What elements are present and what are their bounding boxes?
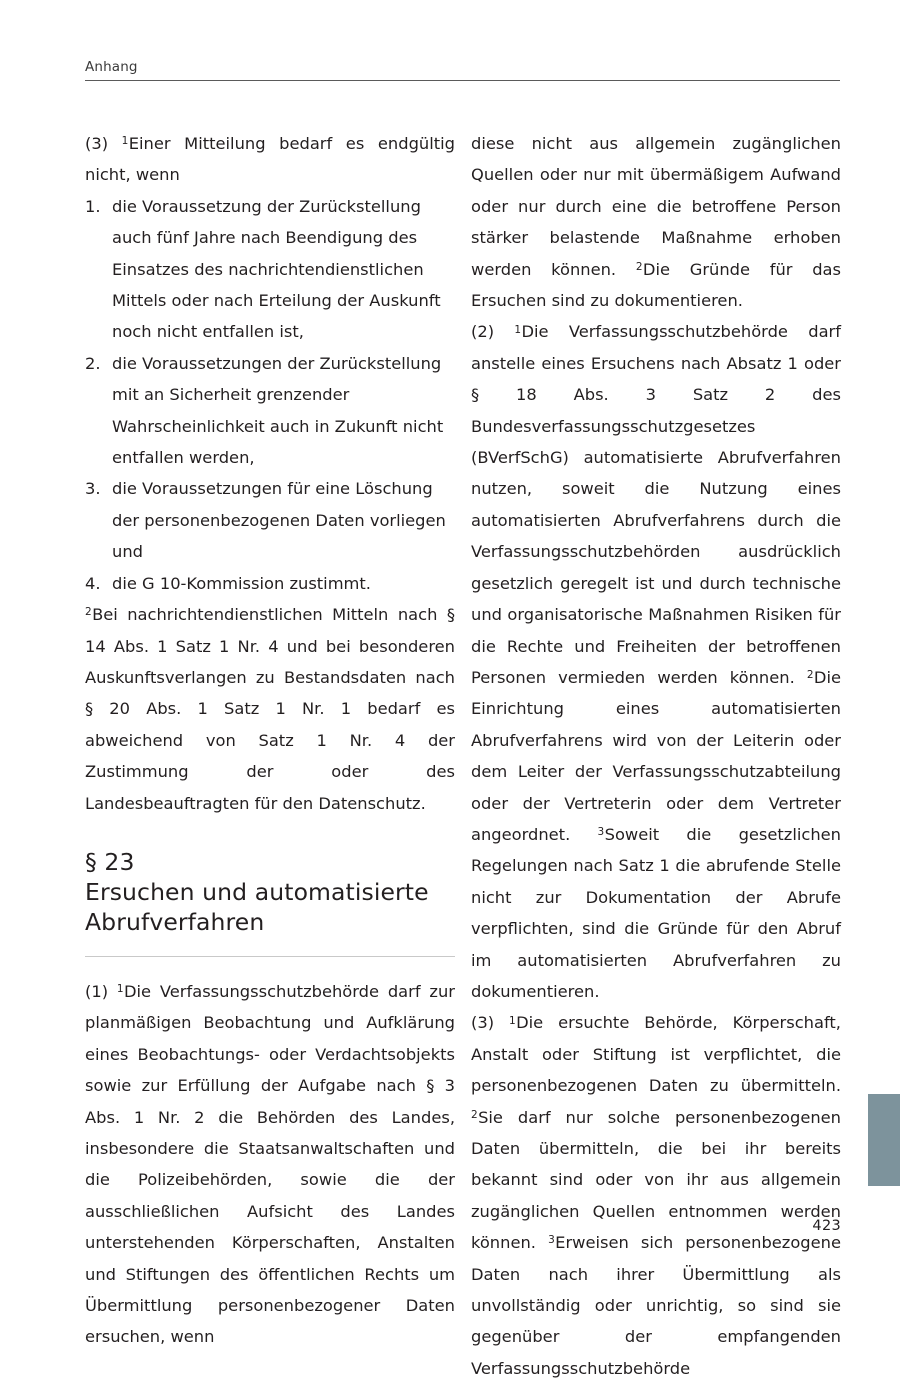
sentence-3: Soweit die gesetzlichen Regelungen nach Satz 1 die abrufende Stelle nicht zur Dokumentation der Abrufe verpflichten, sind die Gründe für den Abruf im automatisierten Abrufverfahren zu dokumentieren.	[471, 824, 842, 1001]
paragraph-text-b: Die Gründe für das Ersuchen sind zu dokumentieren.	[471, 259, 841, 311]
section-heading	[85, 847, 455, 937]
paragraph-marker: (3)	[471, 1013, 495, 1033]
list-item	[85, 568, 455, 599]
sentence-3: Erweisen sich personenbezogene Daten nach ihrer Übermittlung als unvollständig oder unrichtig, so sind sie gegenüber der empfangenden Verfassungsschutzbehörde	[471, 1233, 841, 1378]
edge-tab-marker	[868, 1094, 900, 1186]
footnote-marker: 2	[635, 260, 643, 273]
footnote-marker: 1	[116, 983, 124, 996]
paragraph-1	[85, 976, 455, 1353]
footnote-marker: 1	[514, 323, 522, 336]
list-item-marker: 2.	[85, 353, 101, 373]
running-head-rule	[85, 80, 840, 81]
paragraph-text-a: diese nicht aus allgemein zugänglichen Quellen oder nur mit übermäßigem Aufwand oder nur durch eine die betroffene Person stärker belastende Maßnahme erhoben werden können.	[471, 134, 841, 279]
running-head	[85, 58, 840, 81]
sentence-2: Die Einrichtung eines automatisierten Abrufverfahrens wird von der Leiterin oder dem Leiter der Verfassungsschutzabteilung oder der Vertreterin oder dem Vertreter angeordnet.	[471, 667, 841, 844]
section-title: Ersuchen und automatisierte Abrufverfahren	[85, 877, 429, 936]
list-item-marker: 1.	[85, 196, 101, 216]
list-item	[85, 191, 455, 348]
column-right	[471, 128, 841, 1384]
list-item-marker: 3.	[85, 479, 101, 499]
running-head-label: Anhang	[85, 59, 138, 75]
list-item-text: die G 10-Kommission zustimmt.	[112, 573, 371, 593]
paragraph-3-tail	[85, 599, 455, 819]
sentence-1: Die ersuchte Behörde, Körperschaft, Anstalt oder Stiftung ist verpflichtet, die personenbezogenen Daten zu übermitteln.	[471, 1013, 841, 1096]
list-item-text: die Voraussetzungen für eine Löschung der personenbezogenen Daten vorliegen und	[112, 479, 446, 562]
list-item-marker: 4.	[85, 573, 101, 593]
sentence-1: Die Verfassungsschutzbehörde darf anstelle eines Ersuchens nach Absatz 1 oder § 18 Abs. 3 Satz 2 des Bundesverfassungsschutzgesetzes (BVerfSchG) automatisierte Abrufverfahren nutzen, soweit die Nutzung eines automatisierten Abrufverfahrens durch die Verfassungsschutzbehörden ausdrücklich gesetzlich geregelt ist und durch technische und organisatorische Maßnahmen Risiken für die Rechte und Freiheiten der betroffenen Personen vermieden werden können.	[471, 322, 841, 687]
numbered-list	[85, 191, 455, 599]
footnote-marker: 3	[597, 826, 605, 839]
paragraph-marker: (1)	[85, 981, 109, 1001]
list-item-text: die Voraussetzungen der Zurückstellung mit an Sicherheit grenzender Wahrscheinlichkeit auch in Zukunft nicht entfallen werden,	[112, 353, 444, 468]
footnote-marker: 3	[548, 1234, 555, 1247]
section-rule	[85, 956, 455, 957]
list-item	[85, 473, 455, 567]
paragraph-text: Einer Mitteilung bedarf es endgültig nicht, wenn	[85, 134, 455, 185]
paragraph-marker: (2)	[471, 322, 495, 342]
paragraph-text: Bei nachrichtendienstlichen Mitteln nach § 14 Abs. 1 Satz 1 Nr. 4 und bei besonderen Auskunftsverlangen zu Bestandsdaten nach § 20 Abs. 1 Satz 1 Nr. 1 bedarf es abweichend von Satz 1 Nr. 4 der Zustimmung der oder des Landesbeauftragten für den Datenschutz.	[85, 605, 455, 813]
page-number: 423	[812, 1218, 841, 1234]
footnote-marker: 2	[85, 606, 92, 619]
paragraph-3-intro	[85, 128, 455, 191]
paragraph-3	[471, 1007, 841, 1384]
paragraph-2	[471, 316, 841, 1007]
footnote-marker: 1	[121, 135, 129, 148]
paragraph-text: Die Verfassungsschutzbehörde darf zur planmäßigen Beobachtung und Aufklärung eines Beobachtungs- oder Verdachtsobjekts sowie zur Erfüllung der Aufgabe nach § 3 Abs. 1 Nr. 2 die Behörden des Landes, insbesondere die Staatsanwaltschaften und die Polizeibehörden, sowie die der ausschließlichen Aufsicht des Landes unterstehenden Körperschaften, Anstalten und Stiftungen des öffentlichen Rechts um Übermittlung personenbezogener Daten ersuchen, wenn	[85, 981, 455, 1347]
paragraph-1-continued	[471, 128, 841, 316]
section-number: § 23	[85, 847, 135, 876]
footnote-marker: 2	[471, 1108, 478, 1121]
list-item-text: die Voraussetzung der Zurückstellung auch fünf Jahre nach Beendigung des Einsatzes des nachrichtendienstlichen Mittels oder nach Erteilung der Auskunft noch nicht entfallen ist,	[112, 196, 441, 342]
paragraph-marker: (3)	[85, 134, 109, 153]
sentence-2: Sie darf nur solche personenbezogenen Daten übermitteln, die bei ihr bereits bekannt sind oder von ihr aus allgemein zugänglichen Quellen entnommen werden können.	[471, 1107, 841, 1253]
column-left	[85, 128, 455, 1353]
footnote-marker: 2	[806, 669, 814, 682]
list-item	[85, 348, 455, 474]
footnote-marker: 1	[509, 1014, 516, 1027]
